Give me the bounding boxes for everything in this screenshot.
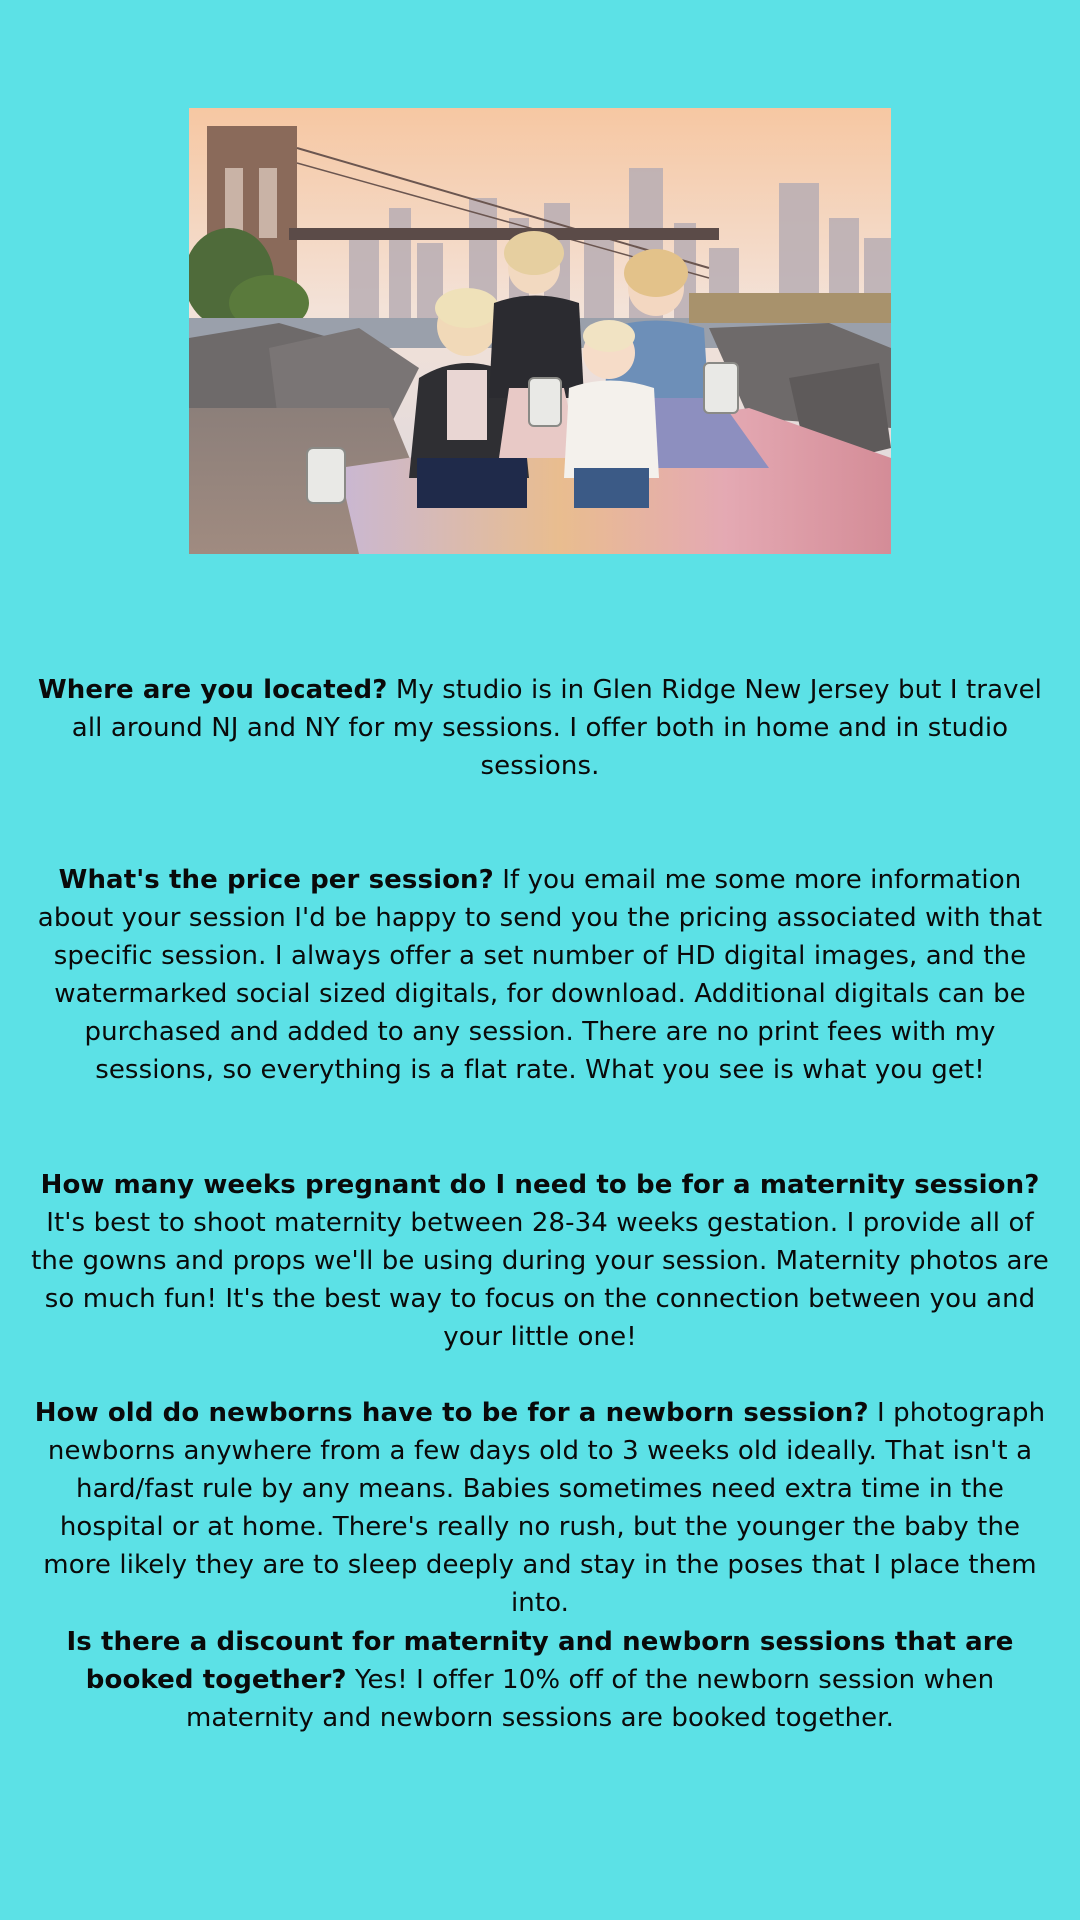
faq-question: What's the price per session? bbox=[58, 865, 494, 895]
faq-question: How old do newborns have to be for a newborn session? bbox=[34, 1398, 869, 1428]
faq-item-newborn bbox=[26, 1394, 1054, 1622]
faq-question: How many weeks pregnant do I need to be for a maternity session? bbox=[40, 1170, 1040, 1200]
faq-item-price bbox=[26, 861, 1054, 1089]
faq-question: Is there a discount for maternity and newborn sessions that are booked together? bbox=[66, 1627, 1014, 1695]
faq-item-discount bbox=[26, 1623, 1054, 1737]
faq-item-location bbox=[26, 671, 1054, 785]
faq-answer: I photograph newborns anywhere from a few days old to 3 weeks old ideally. That isn't a hard/fast rule by any means. Babies sometimes need extra time in the hospital or at home. There's really no rush, but the younger the baby the more likely they are to sleep deeply and stay in the poses that I place them into. bbox=[43, 1398, 1046, 1618]
hero-photo bbox=[189, 108, 891, 554]
faq-answer: My studio is in Glen Ridge New Jersey but I travel all around NJ and NY for my sessions. I offer both in home and in studio sessions. bbox=[71, 675, 1043, 781]
faq-answer: If you email me some more information about your session I'd be happy to send you the pricing associated with that specific session. I always offer a set number of HD digital images, and the watermarked social sized digitals, for download. Additional digitals can be purchased and added to any session. There are no print fees with my sessions, so everything is a flat rate. What you see is what you get! bbox=[37, 865, 1043, 1085]
faq-item-maternity bbox=[26, 1166, 1054, 1356]
faq-answer: Yes! I offer 10% off of the newborn session when maternity and newborn sessions are booked together. bbox=[185, 1665, 995, 1733]
faq-answer: It's best to shoot maternity between 28-34 weeks gestation. I provide all of the gowns and props we'll be using during your session. Maternity photos are so much fun! It's the best way to focus on the connection between you and your little one! bbox=[31, 1208, 1049, 1352]
faq-question: Where are you located? bbox=[37, 675, 388, 705]
family-photo-illustration bbox=[189, 108, 891, 554]
